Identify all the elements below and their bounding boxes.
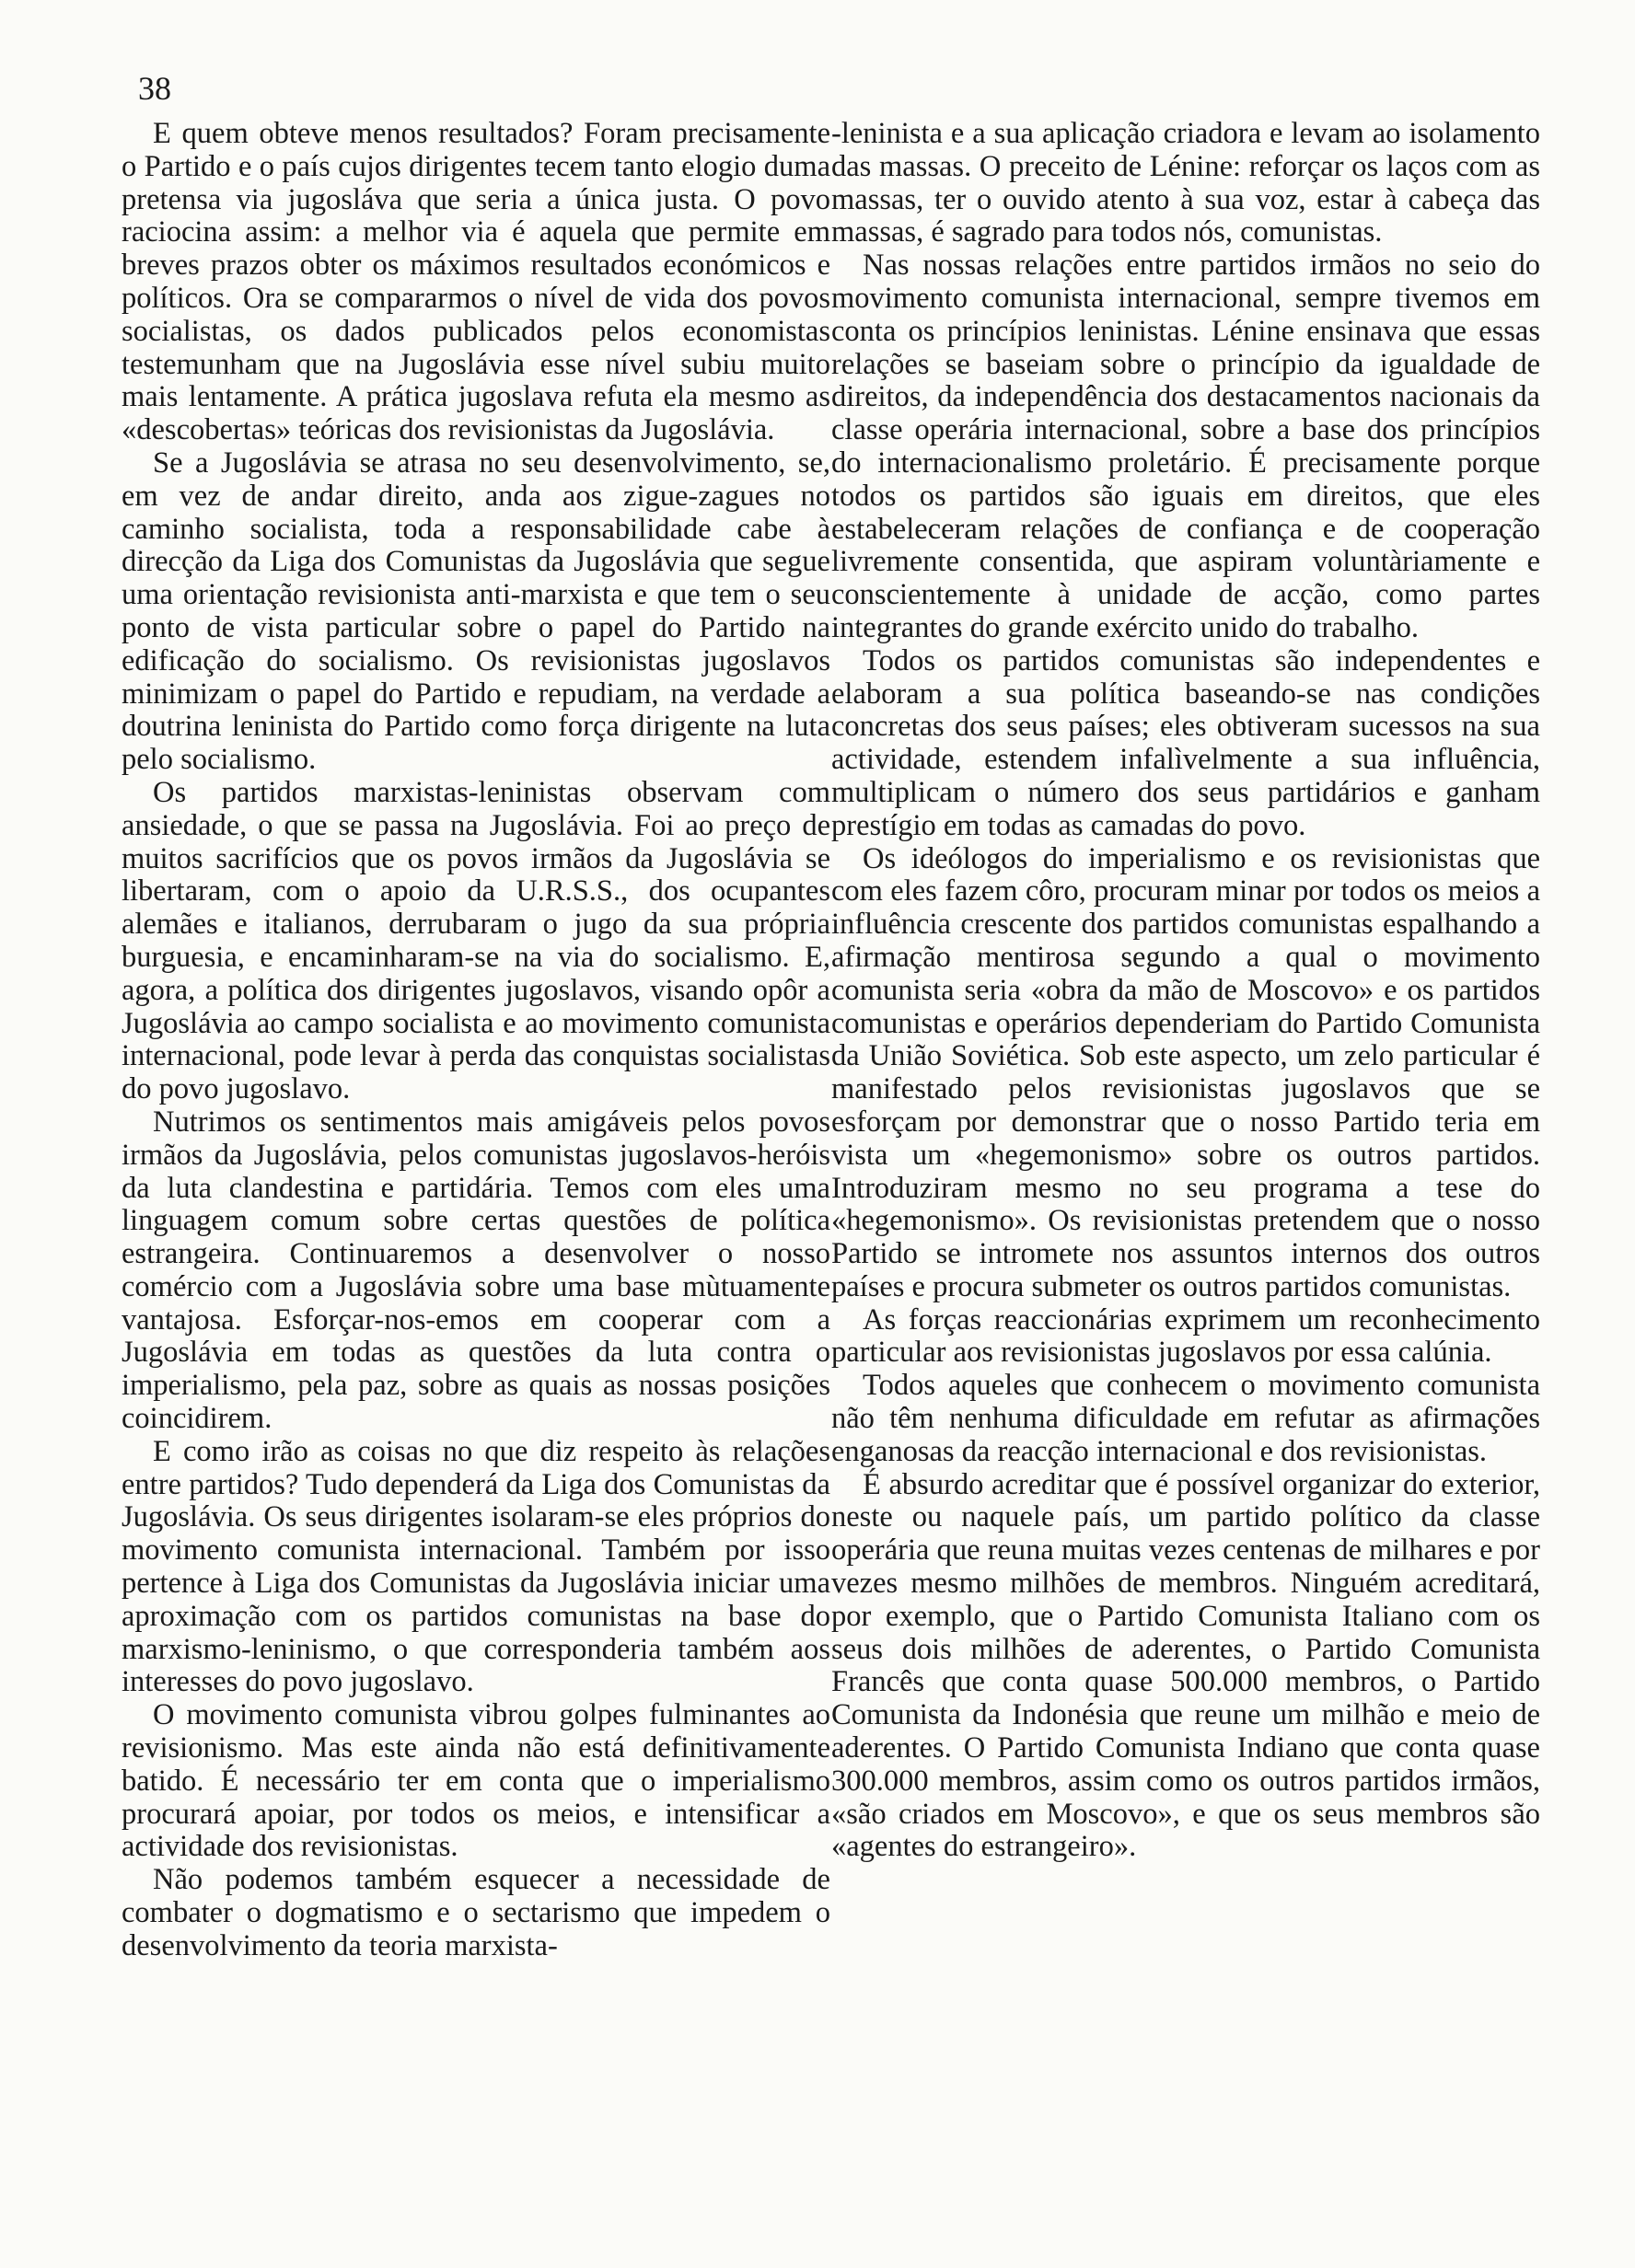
paragraph: Nutrimos os sentimentos mais amigáveis pelos povos irmãos da Jugoslávia, pelos comunistas jugoslavos-heróis da luta clandestina e partidária. Temos com eles uma linguagem comum sobre certas questões de política estrangeira. Continuaremos a desenvolver o nosso comércio com a Jugoslávia sobre uma base mùtuamente vantajosa. Esforçar-nos-emos em cooperar com a Jugoslávia em todas as questões da luta contra o imperialismo, pela paz, sobre as quais as nossas posições coincidirem. (122, 1105, 830, 1436)
paragraph: O movimento comunista vibrou golpes fulminantes ao revisionismo. Mas este ainda não está definitivamente batido. É necessário ter em conta que o imperialismo procurará apoiar, por todos os meios, e intensificar a actividade dos revisionistas. (122, 1698, 830, 1864)
paragraph: E como irão as coisas no que diz respeito às relações entre partidos? Tudo dependerá da Liga dos Comunistas da Jugoslávia. Os seus dirigentes isolaram-se eles próprios do movimento comunista internacional. Também por isso pertence à Liga dos Comunistas da Jugoslávia iniciar uma aproximação com os partidos comunistas na base do marxismo-leninismo, o que corresponderia também aos interesses do povo jugoslavo. (122, 1434, 830, 1699)
paragraph: -leninista e a sua aplicação criadora e levam ao isolamento das massas. O preceito de Lénine: reforçar os laços com as massas, ter o ouvido atento à sua voz, estar à cabeça das massas, é sagrado para todos nós, comunistas. (831, 118, 1540, 249)
right-column (831, 118, 1540, 2226)
paragraph: Todos aqueles que conhecem o movimento comunista não têm nenhuma dificuldade em refutar as afirmações enganosas da reacção internacional e dos revisionistas. (831, 1369, 1540, 1468)
paragraph: Os partidos marxistas-leninistas observam com ansiedade, o que se passa na Jugoslávia. Foi ao preço de muitos sacrifícios que os povos irmãos da Jugoslávia se libertaram, com o apoio da U.R.S.S., dos ocupantes alemães e italianos, derrubaram o jugo da sua própria burguesia, e encaminharam-se na via do socialismo. E, agora, a política dos dirigentes jugoslavos, visando opôr a Jugoslávia ao campo socialista e ao movimento comunista internacional, pode levar à perda das conquistas socialistas do povo jugoslavo. (122, 775, 830, 1106)
page-number: 38 (138, 70, 171, 107)
left-column (122, 118, 830, 2226)
paragraph: E quem obteve menos resultados? Foram precisamente o Partido e o país cujos dirigentes tecem tanto elogio duma pretensa via jugosláva que seria a única justa. O povo raciocina assim: a melhor via é aquela que permite em breves prazos obter os máximos resultados económicos e políticos. Ora se compararmos o nível de vida dos povos socialistas, os dados publicados pelos economistas testemunham que na Jugoslávia esse nível subiu muito mais lentamente. A prática jugoslava refuta ela mesmo as «descobertas» teóricas dos revisionistas da Jugoslávia. (122, 118, 830, 447)
paragraph: Nas nossas relações entre partidos irmãos no seio do movimento comunista internacional, sempre tivemos em conta os princípios leninistas. Lénine ensinava que essas relações se baseiam sobre o princípio da igualdade de direitos, da independência dos destacamentos nacionais da classe operária internacional, sobre a base dos princípios do internacionalismo proletário. É precisamente porque todos os partidos são iguais em direitos, que eles estabeleceram relações de confiança e de cooperação livremente consentida, que aspiram voluntàriamente e conscientemente à unidade de acção, como partes integrantes do grande exército unido do trabalho. (831, 249, 1540, 644)
paragraph: Todos os partidos comunistas são independentes e elaboram a sua política baseando-se nas condições concretas dos seus países; eles obtiveram sucessos na sua actividade, estendem infalìvelmente a sua influência, multiplicam o número dos seus partidários e ganham prestígio em todas as camadas do povo. (831, 643, 1540, 842)
paragraph: As forças reaccionárias exprimem um reconhecimento particular aos revisionistas jugoslavos por essa calúnia. (831, 1302, 1540, 1370)
paragraph: É absurdo acreditar que é possível organizar do exterior, neste ou naquele país, um partido político da classe operária que reuna muitas vezes centenas de milhares e por vezes mesmo milhões de membros. Ninguém acreditará, por exemplo, que o Partido Comunista Italiano com os seus dois milhões de aderentes, o Partido Comunista Francês que conta quase 500.000 membros, o Partido Comunista da Indonésia que reune um milhão e meio de aderentes. O Partido Comunista Indiano que conta quase 300.000 membros, assim como os outros partidos irmãos, «são criados em Moscovo», e que os seus membros são «agentes do estrangeiro». (831, 1467, 1540, 1864)
paragraph: Se a Jugoslávia se atrasa no seu desenvolvimento, se, em vez de andar direito, anda aos zigue-zagues no caminho socialista, toda a responsabilidade cabe à direcção da Liga dos Comunistas da Jugoslávia que segue uma orientação revisionista anti-marxista e que tem o seu ponto de vista particular sobre o papel do Partido na edificação do socialismo. Os revisionistas jugoslavos minimizam o papel do Partido e repudiam, na verdade a doutrina leninista do Partido como força dirigente na luta pelo socialismo. (122, 446, 830, 777)
paragraph: Não podemos também esquecer a necessidade de combater o dogmatismo e o sectarismo que impedem o desenvolvimento da teoria marxista- (122, 1863, 830, 1962)
paragraph: Os ideólogos do imperialismo e os revisionistas que com eles fazem côro, procuram minar por todos os meios a influência crescente dos partidos comunistas espalhando a afirmação mentirosa segundo a qual o movimento comunista seria «obra da mão de Moscovo» e os partidos comunistas e operários dependeriam do Partido Comunista da União Soviética. Sob este aspecto, um zelo particular é manifestado pelos revisionistas jugoslavos que se esforçam por demonstrar que o nosso Partido teria em vista um «hegemonismo» sobre os outros partidos. Introduziram mesmo no seu programa a tese do «hegemonismo». Os revisionistas pretendem que o nosso Partido se intromete nos assuntos internos dos outros países e procura submeter os outros partidos comunistas. (831, 841, 1540, 1303)
